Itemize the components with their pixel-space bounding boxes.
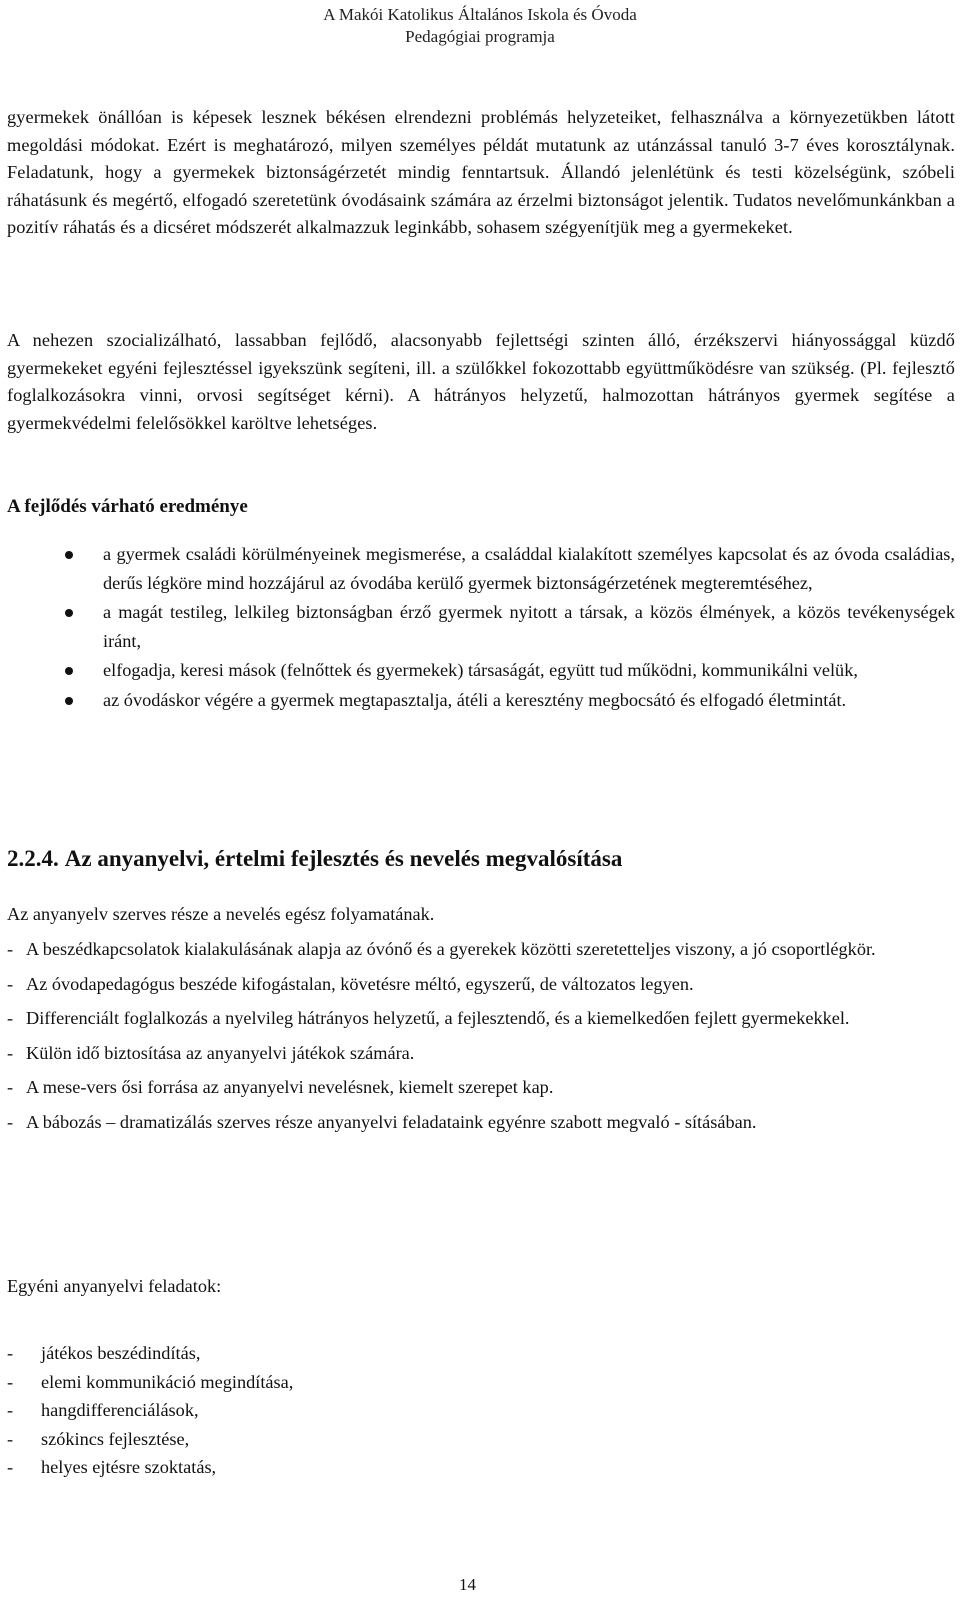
list-item-text: Differenciált foglalkozás a nyelvileg hátrányos helyzetű, a fejlesztendő, és a kiemelkedően fejlett gyermekekkel. [26,1008,850,1028]
dash-marker: - [7,1457,14,1478]
list-item [7,686,955,715]
list-item [7,1396,293,1425]
list-item-text: játékos beszédindítás, [41,1343,201,1363]
list-item [7,1425,293,1454]
list-item-text: A mese-vers ősi forrása az anyanyelvi nevelésnek, kiemelt szerepet kap. [26,1077,554,1097]
bullet-icon [65,609,73,617]
outcome-list [7,540,955,716]
page-number: 14 [459,1575,476,1594]
dash-marker: - [7,1371,14,1392]
list-item [7,1073,955,1102]
dash-marker: - [7,1008,14,1028]
outcome-heading: A fejlődés várható eredménye [7,496,248,517]
list-item [7,1108,955,1137]
list-item-text: Külön idő biztosítása az anyanyelvi játékok számára. [26,1042,415,1063]
paragraph-2-text: A nehezen szocializálható, lassabban fejlődő, alacsonyabb fejlettségi szinten álló, érzékszervi hiányossággal küzdő gyermekeket egyéni fejlesztéssel igyekszünk segíteni, ill. a szülőkkel fokozottabb együttműködésre van szükség. (Pl. fejlesztő foglalkozásokra vinni, orvosi segítséget kérni). A hátrányos helyzetű, halmozottan hátrányos gyermek segítése a gyermekvédelmi felelősökkel karöltve lehetséges. [7,330,955,433]
list-item [7,1368,293,1397]
header-document: Pedagógiai programja [405,27,555,46]
dash-list [7,935,955,1142]
list-item [7,1039,955,1068]
paragraph-1 [7,104,955,242]
paragraph-1-text: gyermekek önállóan is képesek lesznek békésen elrendezni problémás helyzeteiket, felhasználva a környezetükben látott megoldási módokat. Ezért is meghatározó, milyen személyes példát mutatunk az utánzással tanuló 3-7 éves korosztálynak. Feladatunk, hogy a gyermekek biztonságérzetét mindig fenntartsuk. Állandó jelenlétünk és testi közelségünk, szóbeli ráhatásunk és megértő, elfogadó szeretetünk óvodásaink számára az érzelmi biztonságot jelentik. Tudatos nevelőmunkánkban a pozitív ráhatás és a dicséret módszerét alkalmazzuk leginkább, sohasem szégyenítjük meg a gyermekeket. [7,107,955,237]
section-heading [7,846,622,872]
list-item [7,656,955,685]
list-item-text: helyes ejtésre szoktatás, [41,1457,217,1478]
dash-marker: - [7,1343,14,1363]
section-number: 2.2.4. [7,846,59,871]
list-item [7,598,955,655]
list-item-text: szókincs fejlesztése, [41,1428,190,1449]
list-item-text: A bábozás – dramatizálás szerves része anyanyelvi feladataink egyénre szabott megvaló - sításában. [26,1111,757,1132]
bullet-icon [65,697,73,705]
dash-marker: - [7,1400,14,1421]
list-item-text: elemi kommunikáció megindítása, [41,1371,294,1392]
list-item-text: az óvodáskor végére a gyermek megtapasztalja, átéli a keresztény megbocsátó és elfogadó életmintát. [103,689,847,710]
list-item-text: Az óvodapedagógus beszéde kifogástalan, követésre méltó, egyszerű, de változatos legyen. [26,973,694,994]
dash-marker: - [7,973,14,994]
individual-tasks-heading: Egyéni anyanyelvi feladatok: [7,1276,222,1296]
section-intro: Az anyanyelv szerves része a nevelés egész folyamatának. [7,904,435,924]
paragraph-2 [7,327,955,437]
dash-marker: - [7,1077,14,1097]
list-item-text: a magát testileg, lelkileg biztonságban érző gyermek nyitott a társak, a közös élmények, a közös tevékenységek iránt, [103,602,955,651]
page-header [0,4,960,48]
list-item [7,540,955,597]
list-item [7,970,955,999]
list-item-text: hangdifferenciálások, [41,1400,199,1421]
dash-marker: - [7,939,14,959]
bullet-icon [65,667,73,675]
section-title: Az anyanyelvi, értelmi fejlesztés és nevelés megvalósítása [64,846,623,871]
list-item [7,1453,293,1482]
dash-marker: - [7,1042,14,1063]
dash-marker: - [7,1428,14,1449]
list-item-text: a gyermek családi körülményeinek megismerése, a családdal kialakított személyes kapcsolat és az óvoda családias, derűs légköre mind hozzájárul az óvodába kerülő gyermek biztonságérzetének megteremtéséhez, [103,544,955,593]
list-item [7,1339,293,1368]
list-item [7,1004,955,1033]
bullet-icon [65,551,73,559]
dash-marker: - [7,1111,14,1132]
list-item-text: A beszédkapcsolatok kialakulásának alapja az óvónő és a gyerekek közötti szeretetteljes viszony, a jó csoportlégkör. [26,939,876,959]
list-item [7,935,955,964]
task-list [7,1339,293,1482]
header-school: A Makói Katolikus Általános Iskola és Óvoda [323,5,637,24]
list-item-text: elfogadja, keresi mások (felnőttek és gyermekek) társaságát, együtt tud működni, kommunikálni velük, [103,660,858,681]
